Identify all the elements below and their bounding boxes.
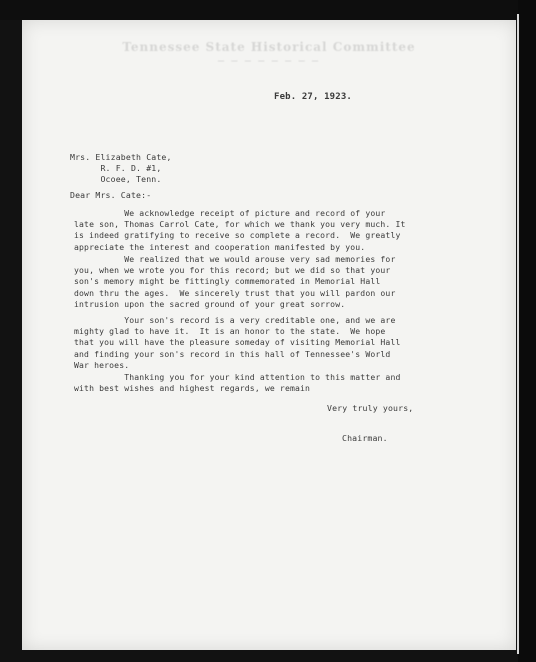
- address-line: R. F. D. #1,: [70, 163, 162, 174]
- body-line: intrusion upon the sacred ground of your great sorrow.: [74, 298, 346, 309]
- scan-edge-line: [517, 14, 519, 654]
- body-line: late son, Thomas Carrol Cate, for which we thank you very much. It: [74, 219, 406, 230]
- paragraph-thanks: [74, 372, 401, 394]
- salutation: Dear Mrs. Cate:-: [70, 190, 152, 200]
- body-line: Thanking you for your kind attention to this matter and: [74, 372, 401, 382]
- body-line: you, when we wrote you for this record; but we did so that your: [74, 265, 391, 276]
- body-line: We realized that we would arouse very sad memories for: [74, 254, 396, 264]
- closing: Very truly yours,: [327, 403, 414, 413]
- letter-page: [22, 20, 516, 650]
- scan-border-right: [518, 0, 536, 662]
- paragraph-acknowledgement: [74, 208, 406, 253]
- paragraph-record: [74, 315, 401, 371]
- address-line: Ocoee, Tenn.: [70, 174, 162, 185]
- body-line: and finding your son's record in this hall of Tennessee's World: [74, 348, 391, 359]
- address-line: Mrs. Elizabeth Cate,: [70, 152, 172, 162]
- paragraph-memories: [74, 254, 395, 310]
- body-line: that you will have the pleasure someday of visiting Memorial Hall: [74, 337, 401, 348]
- body-line: Your son's record is a very creditable one, and we are: [74, 315, 396, 325]
- letterhead-subline-faded: — — — — — — — —: [217, 56, 321, 65]
- body-line: with best wishes and highest regards, we remain: [74, 383, 311, 394]
- recipient-address: [70, 152, 172, 186]
- signature-title: Chairman.: [342, 433, 388, 443]
- body-line: mighty glad to have it. It is an honor to the state. We hope: [74, 326, 386, 337]
- body-line: down thru the ages. We sincerely trust that you will pardon our: [74, 287, 396, 298]
- body-line: War heroes.: [74, 359, 130, 370]
- letter-date: Feb. 27, 1923.: [274, 92, 352, 102]
- letterhead-faded: Tennessee State Historical Committee: [122, 40, 416, 54]
- body-line: appreciate the interest and cooperation manifested by you.: [74, 241, 366, 252]
- body-line: is indeed gratifying to receive so complete a record. We greatly: [74, 230, 401, 241]
- body-line: son's memory might be fittingly commemorated in Memorial Hall: [74, 276, 381, 287]
- body-line: We acknowledge receipt of picture and record of your: [74, 208, 386, 218]
- scan-border-top: [0, 0, 536, 20]
